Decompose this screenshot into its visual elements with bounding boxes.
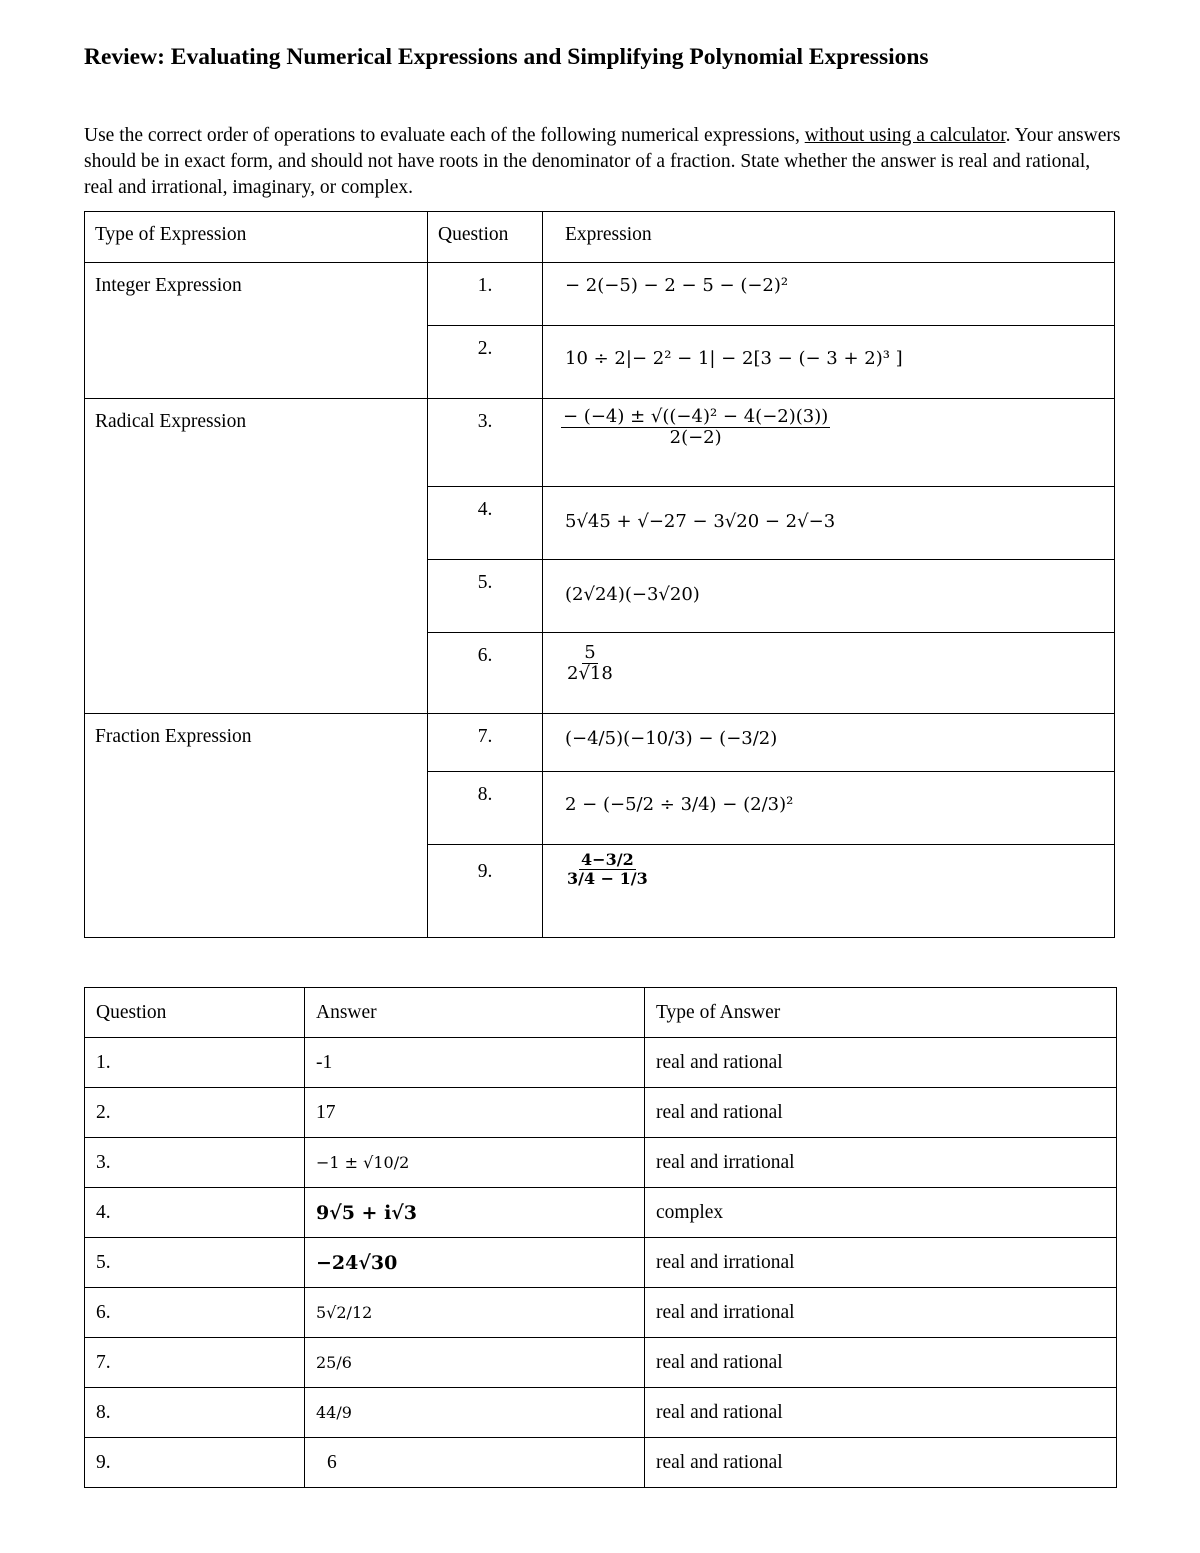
- answer-question: 7.: [85, 1338, 305, 1388]
- answer-question: 1.: [85, 1038, 305, 1088]
- expression-4: 5√45 + √−27 − 3√20 − 2√−3: [543, 487, 1115, 560]
- answer-row-5: [85, 1238, 1117, 1288]
- answer-row-6: [85, 1288, 1117, 1338]
- header-expression: Expression: [543, 212, 1115, 263]
- answer-value: 44/9: [305, 1388, 645, 1438]
- expression-5: (2√24)(−3√20): [543, 560, 1115, 633]
- answer-type: real and rational: [645, 1338, 1117, 1388]
- expression-9-bottom: 3/4 − 1/3: [567, 868, 648, 888]
- expression-3: [543, 399, 1115, 487]
- answer-value: 5√2/12: [305, 1288, 645, 1338]
- question-number: 2.: [428, 326, 543, 399]
- answer-row-9: [85, 1438, 1117, 1488]
- expression-9: [543, 845, 1115, 938]
- expression-6-denominator: 2√18: [567, 662, 613, 684]
- answer-value: 25/6: [305, 1338, 645, 1388]
- header-answer: Answer: [305, 988, 645, 1038]
- answer-question: 5.: [85, 1238, 305, 1288]
- answer-question: 6.: [85, 1288, 305, 1338]
- header-type: Type of Expression: [85, 212, 428, 263]
- answer-value: −1 ± √10/2: [305, 1138, 645, 1188]
- question-number: 7.: [428, 714, 543, 772]
- answer-type: real and irrational: [645, 1138, 1117, 1188]
- question-number: 8.: [428, 772, 543, 845]
- answer-type: real and rational: [645, 1088, 1117, 1138]
- expression-2: 10 ÷ 2|− 2² − 1| − 2[3 − (− 3 + 2)³ ]: [543, 326, 1115, 399]
- answers-table: [84, 987, 1117, 1488]
- answer-type: real and irrational: [645, 1238, 1117, 1288]
- questions-header-row: [85, 212, 1115, 263]
- page-title: Review: Evaluating Numerical Expressions and Simplifying Polynomial Expressions: [84, 44, 929, 70]
- question-number: 1.: [428, 263, 543, 326]
- expression-1: − 2(−5) − 2 − 5 − (−2)²: [543, 263, 1115, 326]
- answer-value: −24√30: [305, 1238, 645, 1288]
- answer-question: 4.: [85, 1188, 305, 1238]
- question-number: 3.: [428, 399, 543, 487]
- answer-type: real and irrational: [645, 1288, 1117, 1338]
- answer-row-1: [85, 1038, 1117, 1088]
- question-row-3: [85, 399, 1115, 487]
- header-question: Question: [85, 988, 305, 1038]
- answer-value: 17: [305, 1088, 645, 1138]
- question-number: 9.: [428, 845, 543, 938]
- expression-6: [543, 633, 1115, 714]
- answer-value: -1: [305, 1038, 645, 1088]
- answer-row-2: [85, 1088, 1117, 1138]
- instructions-text-2: . Your answers should be in exact form, and should not have roots in the denominator of a fraction. State whether the answer is real and rational, real and irrational, imaginary, or complex.: [84, 125, 1121, 198]
- header-answer-type: Type of Answer: [645, 988, 1117, 1038]
- group-radical: Radical Expression: [85, 399, 428, 714]
- answer-type: complex: [645, 1188, 1117, 1238]
- expression-3-denominator: 2(−2): [669, 426, 722, 448]
- answer-question: 9.: [85, 1438, 305, 1488]
- expression-6-numerator: 5: [584, 642, 596, 663]
- expression-3-numerator: − (−4) ± √((−4)² − 4(−2)(3)): [563, 406, 829, 427]
- answer-row-4: [85, 1188, 1117, 1238]
- instructions-text-1: Use the correct order of operations to evaluate each of the following numerical expressions,: [84, 125, 805, 146]
- question-number: 4.: [428, 487, 543, 560]
- instructions-underlined: without using a calculator: [804, 125, 1006, 146]
- expression-7: (−4/5)(−10/3) − (−3/2): [543, 714, 1115, 772]
- questions-table: [84, 211, 1115, 938]
- answer-question: 3.: [85, 1138, 305, 1188]
- answer-type: real and rational: [645, 1388, 1117, 1438]
- answer-type: real and rational: [645, 1038, 1117, 1088]
- answer-type: real and rational: [645, 1438, 1117, 1488]
- expression-9-top: 4−3/2: [581, 850, 634, 869]
- answer-value: 6: [305, 1438, 645, 1488]
- answer-value: 9√5 + i√3: [305, 1188, 645, 1238]
- instructions: [84, 123, 1124, 201]
- answer-row-8: [85, 1388, 1117, 1438]
- question-number: 6.: [428, 633, 543, 714]
- answer-row-3: [85, 1138, 1117, 1188]
- question-row-1: [85, 263, 1115, 326]
- group-fraction: Fraction Expression: [85, 714, 428, 938]
- question-number: 5.: [428, 560, 543, 633]
- answers-header-row: [85, 988, 1117, 1038]
- expression-8: 2 − (−5/2 ÷ 3/4) − (2/3)²: [543, 772, 1115, 845]
- group-integer: Integer Expression: [85, 263, 428, 399]
- question-row-7: [85, 714, 1115, 772]
- answer-question: 8.: [85, 1388, 305, 1438]
- header-question: Question: [428, 212, 543, 263]
- answer-row-7: [85, 1338, 1117, 1388]
- answer-question: 2.: [85, 1088, 305, 1138]
